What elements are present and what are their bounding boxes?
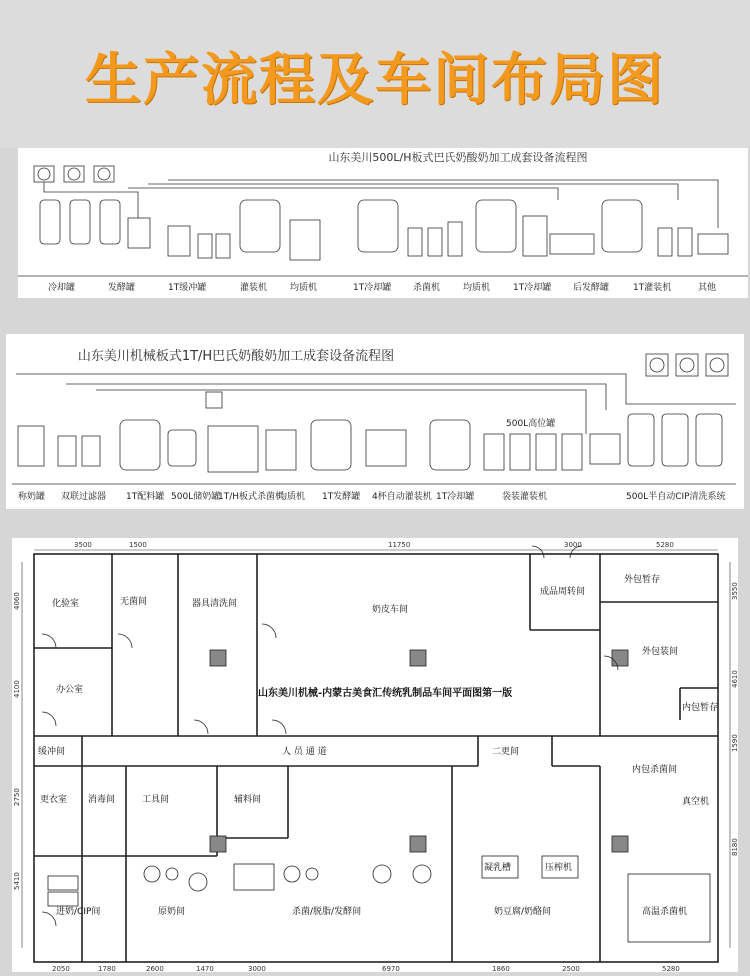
flow1-label: 后发酵罐 <box>573 283 610 293</box>
room-finished: 成品周转间 <box>540 587 586 597</box>
room-aux: 辅料间 <box>234 795 262 805</box>
columns <box>210 650 628 852</box>
floor-plan <box>12 538 738 972</box>
title-banner <box>0 0 750 148</box>
room-outer-temp: 外包暂存 <box>624 575 661 585</box>
flow1-label: 灌装机 <box>240 283 268 293</box>
room-outer-pack: 外包装间 <box>642 647 679 657</box>
flow2-label: 1T/H板式杀菌机 <box>218 492 285 502</box>
flow1-title: 山东美川500L/H板式巴氏奶酸奶加工成套设备流程图 <box>328 151 588 164</box>
dim-label: 5280 <box>656 541 674 549</box>
dim-label: 1590 <box>731 734 739 752</box>
flow2-label: 双联过滤器 <box>61 492 107 502</box>
dim-label: 1780 <box>98 965 116 973</box>
flow2-label: 1T冷却罐 <box>436 492 475 502</box>
room-tool-wash: 器具清洗间 <box>192 599 238 609</box>
dim-label: 4100 <box>13 680 21 698</box>
dim-label: 5280 <box>662 965 680 973</box>
room-lab: 化验室 <box>52 599 80 609</box>
room-buffer: 缓冲间 <box>38 747 66 757</box>
dim-label: 2500 <box>562 965 580 973</box>
plan-title: 山东美川机械-内蒙古美食汇传统乳制品车间平面图第一版 <box>258 688 513 699</box>
room-pasteur: 杀菌/脱脂/发酵间 <box>292 907 362 917</box>
flow1-label: 1T灌装机 <box>633 283 672 293</box>
flow1-label: 杀菌机 <box>413 283 441 293</box>
dim-label: 3550 <box>731 582 739 600</box>
flow1-label: 1T缓冲罐 <box>168 283 207 293</box>
dim-label: 8180 <box>731 838 739 856</box>
dim-label: 3000 <box>564 541 582 549</box>
corridor-label: 人 员 通 道 <box>282 747 327 757</box>
flow1-label: 均质机 <box>463 283 491 293</box>
flow2-label: 500L半自动CIP清洗系统 <box>626 492 726 502</box>
room-labels <box>38 573 718 917</box>
flow2-label: 均质机 <box>278 492 306 502</box>
flow-diagram-500l-svg <box>18 148 748 298</box>
dim-label: 5410 <box>13 872 21 890</box>
flow2-label: 称奶罐 <box>18 492 46 502</box>
room-second-change: 二更间 <box>492 747 520 757</box>
flow2-labels <box>18 490 726 502</box>
room-office: 办公室 <box>56 685 84 695</box>
dim-label: 2600 <box>146 965 164 973</box>
room-sterile: 无菌间 <box>120 597 148 607</box>
dims-top <box>74 541 674 549</box>
room-intake: 进奶/CIP间 <box>56 907 101 917</box>
flow1-label: 1T冷却罐 <box>513 283 552 293</box>
flow1-label: 发酵罐 <box>108 283 136 293</box>
dim-label: 2050 <box>52 965 70 973</box>
dim-label: 1500 <box>129 541 147 549</box>
dim-label: 11750 <box>388 541 411 549</box>
flow-diagram-500l <box>18 148 748 298</box>
flow2-label: 1T配料罐 <box>126 492 165 502</box>
dim-label: 4060 <box>13 592 21 610</box>
flow2-tank-label: 500L高位罐 <box>506 419 556 429</box>
dim-label: 1860 <box>492 965 510 973</box>
room-tofu: 奶豆腐/奶酪间 <box>494 907 552 917</box>
dims-right <box>731 582 739 856</box>
flow-diagram-1t <box>6 334 744 509</box>
banner-title: 生产流程及车间布局图 <box>85 48 665 113</box>
room-tools: 工具间 <box>142 795 170 805</box>
flow2-label: 1T发酵罐 <box>322 492 361 502</box>
flow2-title: 山东美川机械板式1T/H巴氏奶酸奶加工成套设备流程图 <box>77 349 395 364</box>
flow2-label: 500L储奶罐 <box>171 492 221 502</box>
room-disinfect: 消毒间 <box>88 795 116 805</box>
room-inner-temp: 内包暂存 <box>682 703 719 713</box>
dim-label: 6970 <box>382 965 400 973</box>
equipment <box>48 856 710 942</box>
flow1-label: 1T冷却罐 <box>353 283 392 293</box>
dim-label: 4610 <box>731 670 739 688</box>
room-raw-milk: 原奶间 <box>158 907 186 917</box>
dim-label: 2750 <box>13 788 21 806</box>
dim-label: 3000 <box>248 965 266 973</box>
flow1-label: 其他 <box>698 283 717 293</box>
room-changing: 更衣室 <box>40 795 68 805</box>
dims-left <box>13 592 21 890</box>
dim-label: 1470 <box>196 965 214 973</box>
equip-curd-tank: 凝乳槽 <box>484 863 512 873</box>
room-inner-sterile: 内包杀菌间 <box>632 765 678 775</box>
flow2-label: 4杯自动灌装机 <box>372 492 432 502</box>
equip-press: 压榨机 <box>545 863 573 873</box>
flow2-label: 袋装灌装机 <box>502 492 548 502</box>
dims-bottom <box>52 965 680 973</box>
flow1-labels <box>48 281 716 293</box>
walls <box>34 554 718 962</box>
flow-diagram-1t-svg <box>6 334 744 509</box>
room-cheese: 奶皮车间 <box>372 605 409 615</box>
dim-label: 3500 <box>74 541 92 549</box>
room-vacuum: 真空机 <box>682 797 710 807</box>
floor-plan-svg <box>12 538 738 972</box>
flow1-label: 均质机 <box>290 283 318 293</box>
flow1-label: 冷却罐 <box>48 283 76 293</box>
room-autoclave: 高温杀菌机 <box>642 907 688 917</box>
